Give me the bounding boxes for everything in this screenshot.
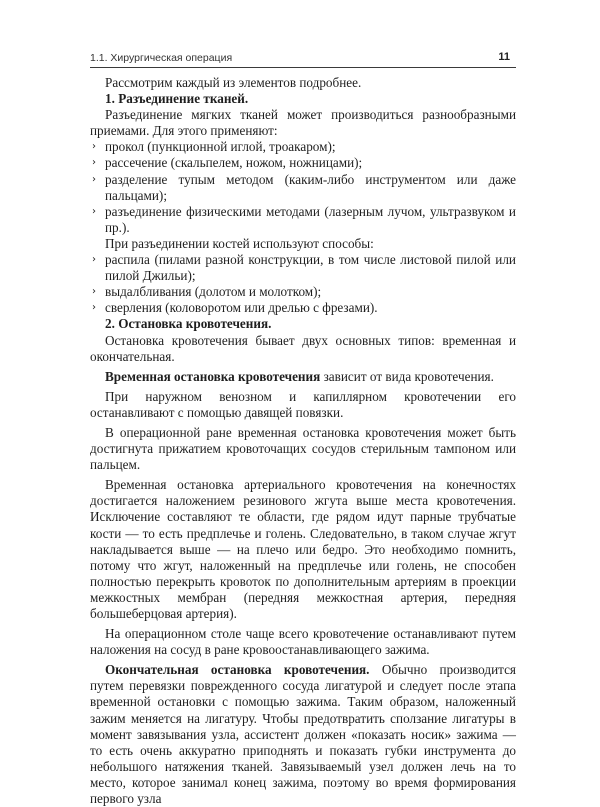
list-item [90,300,516,316]
list-item [90,139,516,155]
wound-bleeding-paragraph: В операционной ране временная остановка кровотечения может быть достигнута прижатием кровоточащих сосудов стерильным тампоном или пальцем. [90,424,516,473]
triangle-bullet-icon: › [92,302,96,314]
section-heading-hemostasis [90,316,516,332]
page-body [90,75,516,807]
page-number: 11 [498,51,510,63]
triangle-bullet-icon: › [92,173,96,185]
list-item [90,172,516,204]
venous-bleeding-paragraph: При наружном венозном и капиллярном кровотечении его останавливают с помощью давящей повязки. [90,388,516,420]
arterial-bleeding-paragraph: Временная остановка артериального кровотечения на конечностях достигается наложением резинового жгута выше места кровотечения. Исключение составляют те области, где рядом идут парные трубчатые кости — то есть предплечье и голень. Следовательно, в таком случае жгут накладывается выше — на плечо или бедро. Это необходимо помнить, потому что жгут, наложенный на предплечье или голень, не способен полностью перекрыть кровоток по дополнительным артериям в проекции межкостных мембран (передняя межкостная артерия, передняя большеберцовая артерия). [90,477,516,621]
heading-text: 2. Остановка кровотечения. [105,316,272,332]
triangle-bullet-icon: › [92,205,96,217]
list-item-text: выдалбливания (долотом и молотком); [105,284,322,300]
intro-paragraph: Рассмотрим каждый из элементов подробнее. [105,75,362,90]
soft-tissue-paragraph: Разъединение мягких тканей может производиться разнообразными приемами. Для этого применяют: [90,107,516,139]
section-heading-tissue-separation [90,91,516,107]
final-hemostasis-term: Окончательная остановка кровотечения. [105,662,370,678]
paragraph-text: зависит от вида кровотечения. [320,368,494,384]
list-item-text: рассечение (скальпелем, ножом, ножницами); [105,155,363,171]
list-item-text: сверления (коловоротом или дрелью с фрезами). [105,300,378,316]
running-header [90,51,516,68]
triangle-bullet-icon: › [92,286,96,298]
list-item [90,204,516,236]
soft-tissue-methods-list [90,139,516,236]
triangle-bullet-icon: › [92,141,96,153]
hemostasis-types-paragraph: Остановка кровотечения бывает двух основных типов: временная и окончательная. [90,332,516,364]
list-item-text: распила (пилами разной конструкции, в том числе листовой пилой или пилой Джильи); [105,252,516,284]
bone-methods-list [90,252,516,316]
list-item-text: разделение тупым методом (каким-либо инструментом или даже пальцами); [105,171,516,203]
temporary-hemostasis-term: Временная остановка кровотечения [105,368,321,384]
operating-table-paragraph: На операционном столе чаще всего кровотечение останавливают путем наложения на сосуд в ране кровоостанавливающего зажима. [90,626,516,658]
list-item [90,155,516,171]
list-item [90,284,516,300]
triangle-bullet-icon: › [92,157,96,169]
final-hemostasis-paragraph [90,662,516,807]
triangle-bullet-icon: › [92,254,96,266]
heading-text: 1. Разъединение тканей. [105,91,249,107]
list-item-text: прокол (пункционной иглой, троакаром); [105,139,336,155]
list-item-text: разъединение физическими методами (лазерным лучом, ультразвуком и пр.). [105,203,516,235]
bone-separation-paragraph: При разъединении костей используют способы: [105,235,374,251]
temporary-hemostasis-paragraph [90,369,516,385]
paragraph-text: Обычно производится путем перевязки поврежденного сосуда лигатурой и следует после этапа временной остановки с помощью зажима. Таким образом, наложенный зажим меняется на лигатуру. Чтобы предотвратить сползание лигатуры в момент завязывания узла, ассистент должен «показать носик» зажима — то есть очень аккуратно приподнять и показать губки инструмента до небольшого натяжения тканей. Завязываемый узел должен лечь на то место, которое занимал конец зажима, поэтому во время формирования первого узла [90,662,516,807]
list-item [90,252,516,284]
running-title: 1.1. Хирургическая операция [90,52,233,64]
